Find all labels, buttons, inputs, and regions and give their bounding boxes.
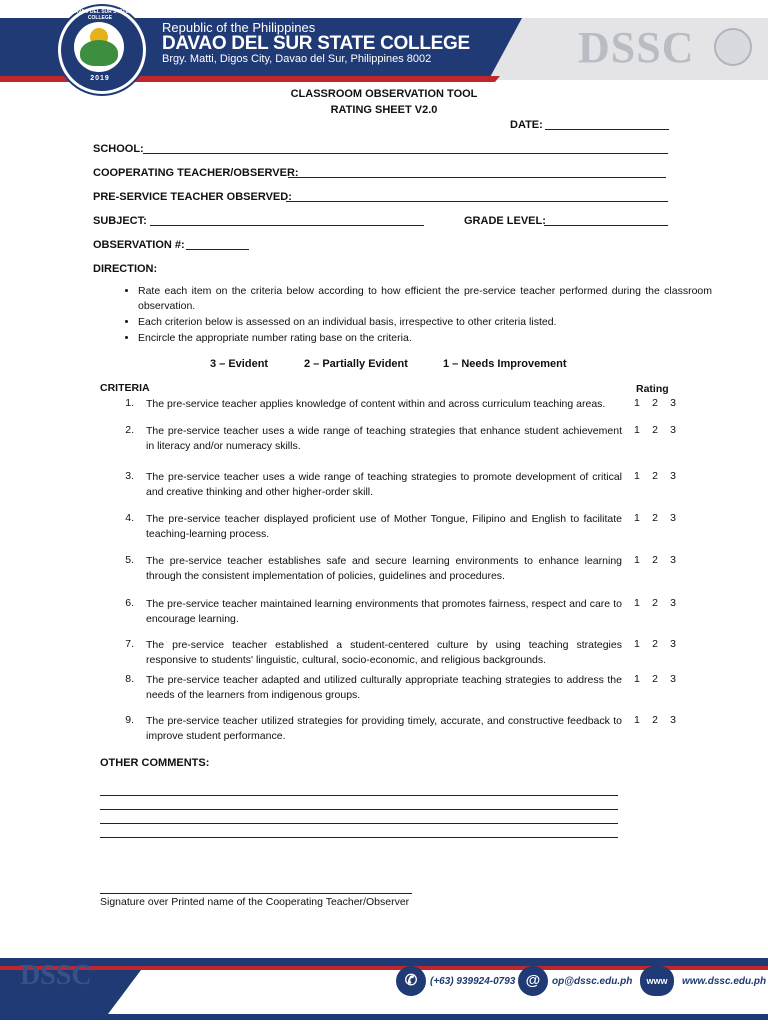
web-icon: www	[640, 966, 674, 996]
rating-header: Rating	[636, 383, 669, 395]
criterion-number: 6.	[125, 597, 134, 609]
college-address: Brgy. Matti, Digos City, Davao del Sur, Philippines 8002	[162, 53, 432, 65]
criterion-text: The pre-service teacher established a student-centered culture by using teaching strategies responsive to students' linguistic, cultural, socio-economic, and religious backgrounds.	[146, 639, 622, 666]
observation-number-label: OBSERVATION #:	[93, 239, 185, 251]
rating-option-1[interactable]: 1	[634, 512, 640, 524]
criterion-text: The pre-service teacher maintained learning environments that promotes fairness, respect and care to encourage learning.	[146, 598, 622, 625]
rating-option-1[interactable]: 1	[634, 638, 640, 650]
signature-line[interactable]	[100, 893, 412, 894]
other-comments-label: OTHER COMMENTS:	[100, 757, 210, 769]
seal-year: 2019	[90, 75, 110, 82]
document-subtitle: RATING SHEET V2.0	[330, 104, 438, 116]
cooperating-teacher-label: COOPERATING TEACHER/OBSERVER:	[93, 167, 299, 179]
subject-label: SUBJECT:	[93, 215, 147, 227]
direction-item: • Encircle the appropriate number rating base on the criteria.	[138, 331, 712, 346]
date-label: DATE:	[510, 119, 543, 131]
direction-label: DIRECTION:	[93, 263, 158, 275]
rating-option-3[interactable]: 3	[670, 512, 676, 524]
criterion-rating	[634, 512, 676, 524]
rating-option-3[interactable]: 3	[670, 714, 676, 726]
criterion-number: 2.	[125, 424, 134, 436]
rating-option-2[interactable]: 2	[652, 714, 658, 726]
rating-option-3[interactable]: 3	[670, 397, 676, 409]
criterion-number: 7.	[125, 638, 134, 650]
seal-mountain-icon	[80, 40, 118, 66]
criteria-header: CRITERIA	[100, 382, 150, 394]
preservice-teacher-line[interactable]	[286, 201, 668, 202]
grade-level-label: GRADE LEVEL:	[464, 215, 546, 227]
rating-option-1[interactable]: 1	[634, 424, 640, 436]
scale-needs-improvement: 1 – Needs Improvement	[443, 358, 567, 370]
criterion-number: 1.	[125, 397, 134, 409]
rating-option-1[interactable]: 1	[634, 597, 640, 609]
direction-list	[100, 284, 712, 347]
rating-option-3[interactable]: 3	[670, 554, 676, 566]
rating-option-2[interactable]: 2	[652, 512, 658, 524]
footer-dssc-logo: DSSC	[20, 960, 92, 991]
preservice-teacher-label: PRE-SERVICE TEACHER OBSERVED:	[93, 191, 292, 203]
rating-option-3[interactable]: 3	[670, 673, 676, 685]
rating-option-2[interactable]: 2	[652, 470, 658, 482]
criterion-text: The pre-service teacher applies knowledge of content within and across curriculum teaching areas.	[146, 398, 606, 410]
criterion-rating	[634, 470, 676, 482]
footer-email[interactable]: op@dssc.edu.ph	[552, 976, 633, 987]
criterion-text: The pre-service teacher uses a wide range of teaching strategies to promote development of critical and creative thinking and other higher-order skill.	[146, 471, 622, 498]
observation-number-line[interactable]	[186, 249, 249, 250]
rating-option-3[interactable]: 3	[670, 638, 676, 650]
criterion-rating	[634, 638, 676, 650]
footer-phone[interactable]: (+63) 939924-0793	[430, 976, 516, 987]
comment-line[interactable]	[100, 809, 618, 810]
criterion-text: The pre-service teacher uses a wide range of teaching strategies that enhance student achievement in literacy and/or numeracy skills.	[146, 425, 622, 452]
rating-option-3[interactable]: 3	[670, 597, 676, 609]
dssc-watermark-logo: DSSC	[578, 23, 695, 72]
criterion-number: 8.	[125, 673, 134, 685]
signature-caption: Signature over Printed name of the Cooperating Teacher/Observer	[100, 896, 410, 908]
grade-level-line[interactable]	[544, 225, 668, 226]
criterion-number: 3.	[125, 470, 134, 482]
email-icon: @	[518, 966, 548, 996]
scale-evident: 3 – Evident	[210, 358, 269, 370]
small-seal-icon	[714, 28, 752, 66]
subject-line[interactable]	[150, 225, 424, 226]
school-line[interactable]	[143, 153, 668, 154]
criterion-text: The pre-service teacher utilized strategies for providing timely, accurate, and constructive feedback to improve student performance.	[146, 715, 622, 742]
rating-option-1[interactable]: 1	[634, 470, 640, 482]
criterion-text: The pre-service teacher adapted and utilized culturally appropriate teaching strategies to address the needs of the learners from indigenous groups.	[146, 674, 622, 701]
footer-website[interactable]: www.dssc.edu.ph	[682, 976, 767, 987]
criterion-rating	[634, 424, 676, 436]
criterion-number: 9.	[125, 714, 134, 726]
criterion-rating	[634, 673, 676, 685]
criterion-number: 4.	[125, 512, 134, 524]
document-title: CLASSROOM OBSERVATION TOOL	[290, 88, 478, 100]
criterion-rating	[634, 597, 676, 609]
rating-option-1[interactable]: 1	[634, 714, 640, 726]
rating-option-1[interactable]: 1	[634, 397, 640, 409]
republic-label: Republic of the Philippines	[162, 20, 316, 35]
rating-option-1[interactable]: 1	[634, 554, 640, 566]
cooperating-teacher-line[interactable]	[288, 177, 666, 178]
rating-option-2[interactable]: 2	[652, 424, 658, 436]
date-line[interactable]	[545, 129, 669, 130]
phone-icon: ✆	[396, 966, 426, 996]
comment-line[interactable]	[100, 823, 618, 824]
rating-option-2[interactable]: 2	[652, 397, 658, 409]
rating-option-3[interactable]: 3	[670, 424, 676, 436]
criterion-rating	[634, 714, 676, 726]
rating-option-2[interactable]: 2	[652, 673, 658, 685]
rating-option-2[interactable]: 2	[652, 554, 658, 566]
direction-item: • Each criterion below is assessed on an individual basis, irrespective to other criteria listed.	[138, 315, 712, 330]
scale-partially-evident: 2 – Partially Evident	[304, 358, 408, 370]
direction-item: • Rate each item on the criteria below according to how efficient the pre-service teacher performed during the classroom observation.	[138, 284, 712, 314]
college-name: DAVAO DEL SUR STATE COLLEGE	[162, 33, 470, 54]
seal-text: DAVAO DEL SUR STATE COLLEGE	[71, 9, 129, 21]
school-label: SCHOOL:	[93, 143, 144, 155]
criterion-text: The pre-service teacher establishes safe and secure learning environments to enhance learning through the consistent implementation of policies, guidelines and procedures.	[146, 555, 622, 582]
rating-option-2[interactable]: 2	[652, 597, 658, 609]
criterion-rating	[634, 397, 676, 409]
criterion-number: 5.	[125, 554, 134, 566]
comment-line[interactable]	[100, 837, 618, 838]
rating-option-2[interactable]: 2	[652, 638, 658, 650]
criterion-text: The pre-service teacher displayed proficient use of Mother Tongue, Filipino and English to facilitate teaching-learning process.	[146, 513, 622, 540]
rating-option-1[interactable]: 1	[634, 673, 640, 685]
comment-line[interactable]	[100, 795, 618, 796]
rating-option-3[interactable]: 3	[670, 470, 676, 482]
criterion-rating	[634, 554, 676, 566]
